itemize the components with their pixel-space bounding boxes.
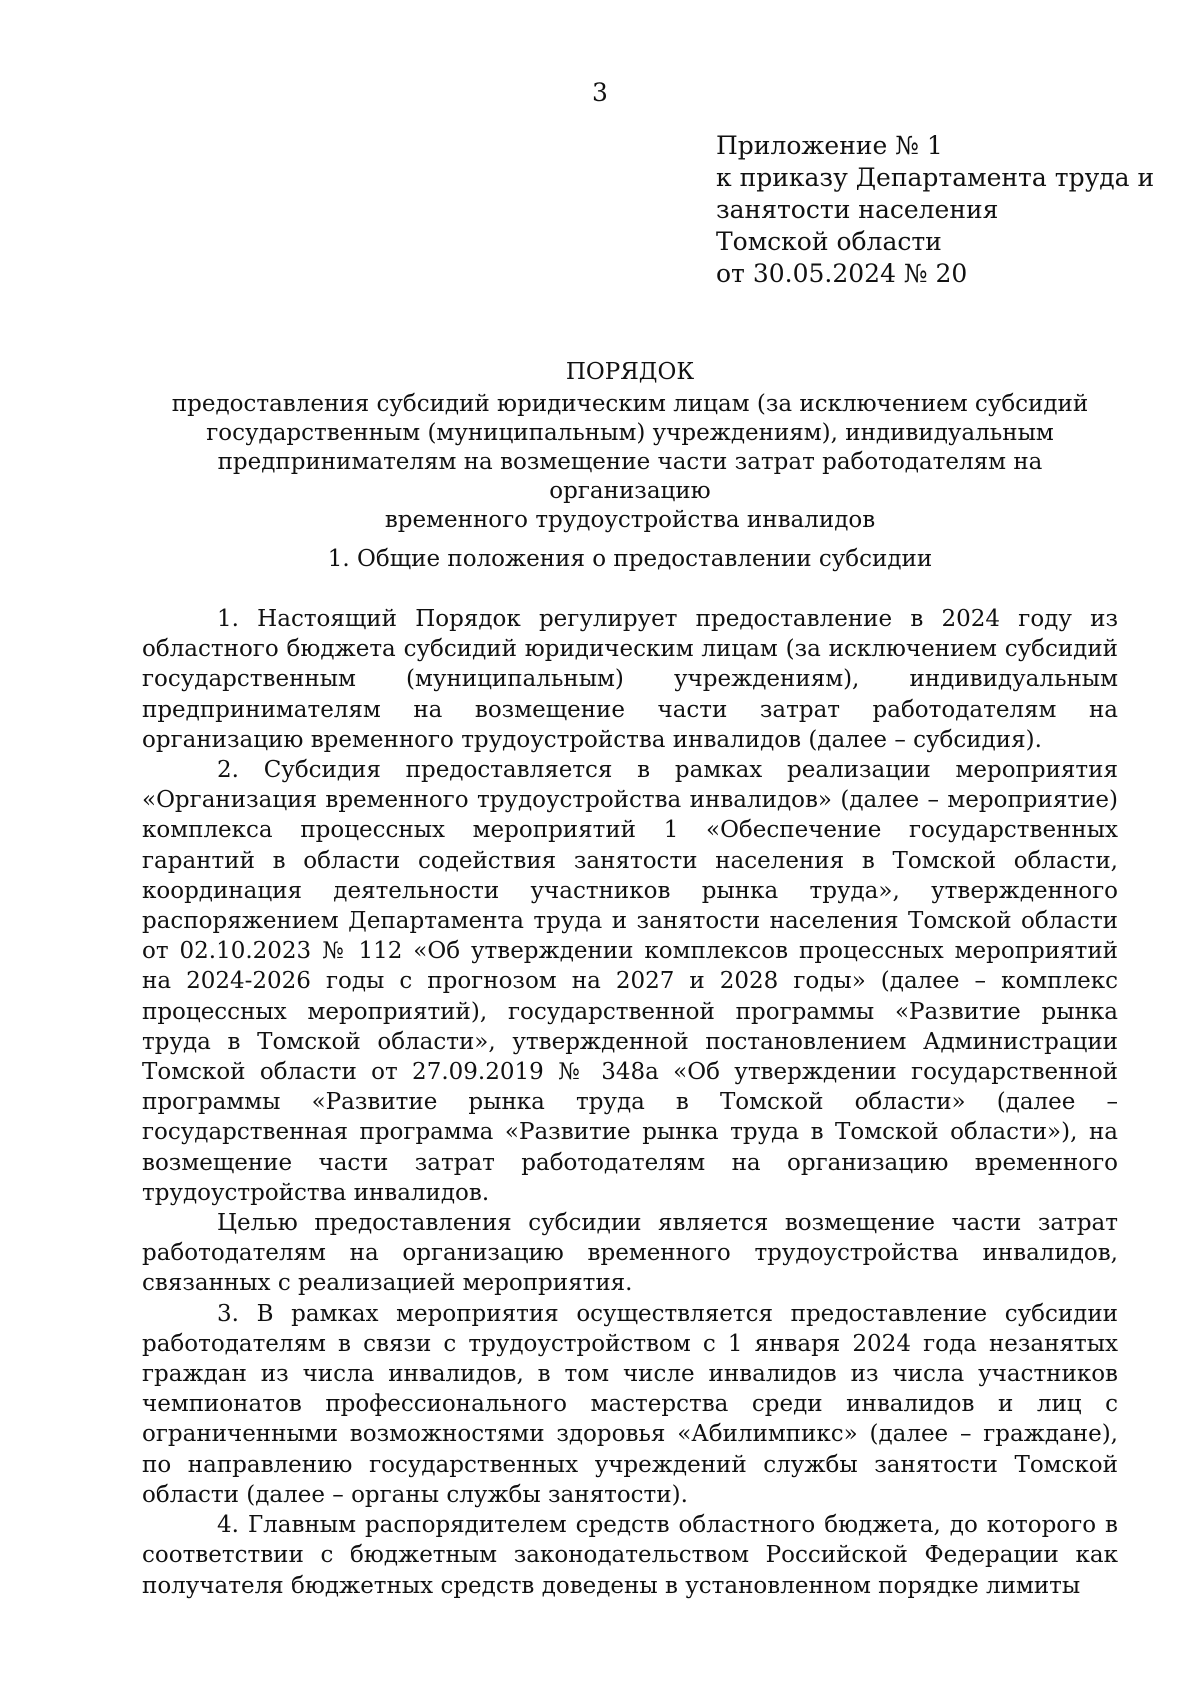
appendix-line: Приложение № 1 [716, 131, 943, 160]
paragraph: Целью предоставления субсидии является возмещение части затрат работодателям на организацию временного трудоустройства инвалидов, связанных с реализацией мероприятия. [142, 1210, 1118, 1297]
document-subtitle-line: государственным (муниципальным) учреждениям), индивидуальным [206, 420, 1054, 446]
paragraph: 3. В рамках мероприятия осуществляется предоставление субсидии работодателям в связи с трудоустройством с 1 января 2024 года незанятых граждан из числа инвалидов, в том числе инвалидов из числа участников чемпионатов профессионального мастерства среди инвалидов и лиц с ограниченными возможностями здоровья «Абилимпикс» (далее – граждане), по направлению государственных учреждений службы занятости Томской области (далее – органы службы занятости). [142, 1300, 1118, 1508]
document-title-block [140, 358, 1120, 535]
document-subtitle-line: временного трудоустройства инвалидов [384, 507, 876, 533]
paragraph: 4. Главным распорядителем средств областного бюджета, до которого в соответствии с бюджетным законодательством Российской Федерации как получателя бюджетных средств доведены в установленном порядке лимиты [142, 1512, 1118, 1599]
paragraph: 2. Субсидия предоставляется в рамках реализации мероприятия «Организация временного трудоустройства инвалидов» (далее – мероприятие) комплекса процессных мероприятий 1 «Обеспечение государственных гарантий в области содействия занятости населения в Томской области, координация деятельности участников рынка труда», утвержденного распоряжением Департамента труда и занятости населения Томской области от 02.10.2023 № 112 «Об утверждении комплексов процессных мероприятий на 2024-2026 годы с прогнозом на 2027 и 2028 годы» (далее – комплекс процессных мероприятий), государственной программы «Развитие рынка труда в Томской области», утвержденной постановлением Администрации Томской области от 27.09.2019 № 348а «Об утверждении государственной программы «Развитие рынка труда в Томской области» (далее – государственная программа «Развитие рынка труда в Томской области»), на возмещение части затрат работодателям на организацию временного трудоустройства инвалидов. [142, 757, 1118, 1206]
section-heading: 1. Общие положения о предоставлении субсидии [327, 546, 933, 572]
document-subtitle-line: предпринимателям на возмещение части затрат работодателям на организацию [217, 449, 1043, 504]
page-number: 3 [592, 78, 608, 107]
appendix-line: от 30.05.2024 № 20 [716, 259, 968, 288]
paragraph: 1. Настоящий Порядок регулирует предоставление в 2024 году из областного бюджета субсидий юридическим лицам (за исключением субсидий государственным (муниципальным) учреждениям), индивидуальным предпринимателям на возмещение части затрат работодателям на организацию временного трудоустройства инвалидов (далее – субсидия). [142, 606, 1118, 753]
document-title: ПОРЯДОК [565, 359, 695, 385]
appendix-line: к приказу Департамента труда и [716, 163, 1155, 192]
appendix-block [716, 130, 1156, 290]
document-subtitle-line: предоставления субсидий юридическим лицам (за исключением субсидий [171, 391, 1089, 417]
document-body [142, 604, 1118, 1601]
appendix-line: занятости населения [716, 195, 999, 224]
appendix-line: Томской области [716, 227, 942, 256]
